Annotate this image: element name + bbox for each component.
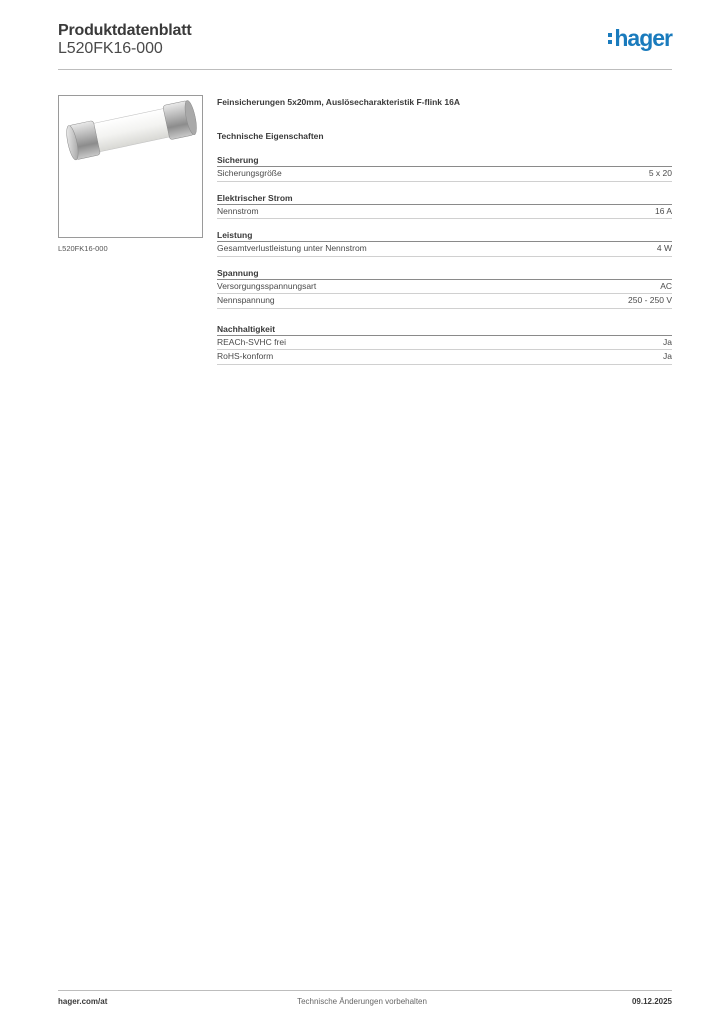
spec-label: Sicherungsgröße bbox=[217, 168, 282, 179]
hager-logo bbox=[608, 27, 672, 50]
logo-text: hager bbox=[614, 25, 672, 51]
document-title: Produktdatenblatt bbox=[58, 22, 192, 39]
spec-row bbox=[217, 294, 672, 309]
spec-value: 16 A bbox=[654, 205, 672, 216]
spec-row bbox=[217, 242, 672, 257]
spec-label: Gesamtverlustleistung unter Nennstrom bbox=[217, 243, 367, 254]
section-heading: Technische Eigenschaften bbox=[217, 131, 324, 141]
product-image bbox=[58, 95, 203, 238]
spec-group-sicherung bbox=[217, 154, 672, 182]
spec-label: Versorgungsspannungsart bbox=[217, 280, 317, 291]
spec-label: RoHS-konform bbox=[217, 351, 274, 362]
product-description: Feinsicherungen 5x20mm, Auslösecharakteristik F-flink 16A bbox=[217, 97, 460, 107]
group-title: Nachhaltigkeit bbox=[217, 323, 672, 336]
spec-value: 4 W bbox=[656, 243, 672, 254]
group-title: Elektrischer Strom bbox=[217, 192, 672, 205]
spec-row bbox=[217, 167, 672, 182]
header-divider bbox=[58, 69, 672, 70]
specifications-panel bbox=[217, 96, 672, 365]
footer-notice: Technische Änderungen vorbehalten bbox=[297, 997, 427, 1006]
spec-row bbox=[217, 350, 672, 365]
group-title: Sicherung bbox=[217, 154, 672, 167]
spec-row bbox=[217, 280, 672, 295]
spec-label: Nennstrom bbox=[217, 205, 259, 216]
spec-label: REACh-SVHC frei bbox=[217, 336, 286, 347]
image-caption: L520FK16-000 bbox=[58, 244, 108, 253]
spec-group-elektrischer-strom bbox=[217, 192, 672, 220]
group-title: Leistung bbox=[217, 229, 672, 242]
spec-group-leistung bbox=[217, 229, 672, 257]
spec-row bbox=[217, 205, 672, 220]
spec-label: Nennspannung bbox=[217, 295, 275, 306]
footer-website-link[interactable]: hager.com/at bbox=[58, 997, 108, 1006]
footer-divider bbox=[58, 990, 672, 991]
spec-value: 250 - 250 V bbox=[628, 295, 672, 306]
spec-value: 5 x 20 bbox=[648, 168, 672, 179]
spec-row bbox=[217, 336, 672, 351]
spec-group-nachhaltigkeit bbox=[217, 323, 672, 365]
group-title: Spannung bbox=[217, 267, 672, 280]
product-code: L520FK16-000 bbox=[58, 40, 163, 57]
footer-date: 09.12.2025 bbox=[631, 997, 672, 1006]
spec-value: Ja bbox=[663, 336, 672, 347]
spec-value: AC bbox=[660, 280, 672, 291]
fuse-icon bbox=[59, 96, 202, 237]
spec-group-spannung bbox=[217, 267, 672, 309]
logo-dots-icon bbox=[608, 33, 612, 44]
spec-value: Ja bbox=[663, 351, 672, 362]
